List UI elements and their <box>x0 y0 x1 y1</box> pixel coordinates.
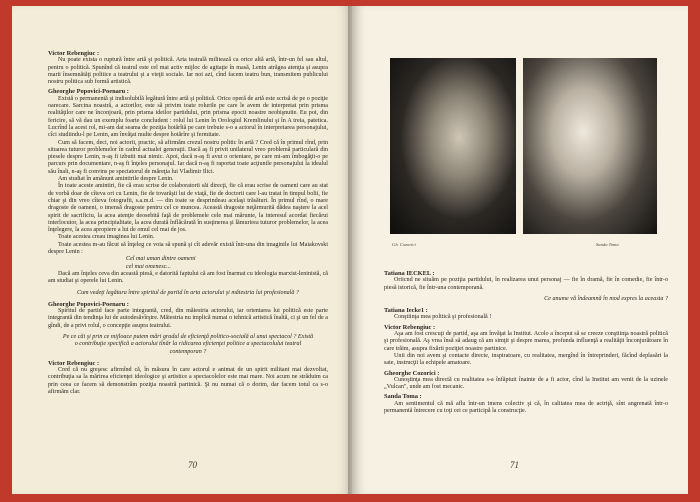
speaker-name: Tatiana Iecke1 : <box>384 307 428 315</box>
portrait-photo-cozorici <box>390 58 516 234</box>
speaker-name: Victor Rebengiuc : <box>48 50 100 57</box>
verse-line: cel mai omenesc... <box>126 263 171 270</box>
paragraph: Dacă am înţeles ceva din această piesă, e datorită faptului că am fost înarmat cu ideologia marxist-leninistă, că am studiat şi operele lui Lenin. <box>48 270 328 285</box>
right-page <box>352 6 688 494</box>
photo-caption-right: Sanda Toma <box>596 242 619 247</box>
interview-question: Cum vedeţi legătura între spiritul de partid în arta actorului şi măiestria lui profesională ? <box>77 289 299 296</box>
speaker-name: Victor Rebengiuc : <box>384 323 436 331</box>
paragraph: Spiritul de partid face parte integrantă, cred, din măiestria actorului, iar orientarea lui politică este parte integrantă din tendinţa lui de autodesăvîrşire. Măiestria nu implică numai o tehnică artistică înaltă, ci şi un fel de a gîndi, de a privi rolul, o concepţie asupra teatrului. <box>48 308 328 329</box>
paragraph: Am sentimentul că mă aflu într-un imens colectiv şi că, în calitatea mea de actriţă, sînt angrenată într-o permanentă întrecere cu toţi cei ce participă la construcţie. <box>384 400 668 415</box>
verse-line: Cel mai uman dintre oameni <box>126 256 196 263</box>
paragraph: În toate aceste amintiri, fie că erau scrise de colaboratorii săi direcţi, fie că erau scrise de oameni care au stat de vorbă doar de cîteva ori cu Lenin, fie de tovarăşii lui de viaţă, fie de doctorii care l-au tratat în timpul bolii, fie chiar şi din vreo cîteva fotografii, s.a.m.d. — din toate se desprindeau acelaşi trăsături. În primul rînd, o mare dragoste de oameni, o imensă dragoste pentru cel ce muncea. Această dragoste neţărmurită dădea naştere la acel spirit de sacrificiu, la acea atenţie deosebită faţă de problemele cele mai mărunte, la interesul acordat fiecărui interlocutor, la acea principialitate, la acea durată înflăcărată în susţinerea şi lămurirea tuturor problemelor, la acea înţelegere, la acea apropiere a lui de omul cel mai de jos. <box>48 183 328 234</box>
paragraph: Oriicnd ne situăm pe poziţia partidului, în realizarea unui personaj — fie în dramă, fie în comedie, fie într-o piesă istorică, fie într-una contemporană. <box>384 277 668 291</box>
speaker-name: Tatiana IECKEL : <box>384 270 435 277</box>
paragraph: Toate acestea creau imaginea lui Lenin. <box>58 234 155 241</box>
speaker-name: Gheorghe Cozorici : <box>384 369 440 377</box>
interview-question: Pe ce căi şi prin ce mijloace putem mări gradul de eficienţă politico-socială al unui spectacol ? Există o contribuţie specifică a actorului tînăr la ridicarea eficienţei politice a spectacolului teatral contemporan ? <box>62 333 314 355</box>
right-page-number: 71 <box>510 460 519 470</box>
portrait-photo-toma <box>523 58 657 234</box>
interview-question: Ce anume vă îndeamnă în mod expres la aceasta ? <box>544 295 668 302</box>
paragraph: Cunoştinţa mea directă cu realitatea s-a înfăptuit înainte de a fi actor, cînd la Institut am venit de la uzinele „Vulcan", unde am fost mecanic. <box>384 376 668 391</box>
paragraph: Aşa am fost crescuţi de partid, aşa am învăţat la Institut. Acolo a început să se creeze conştiinţa noastră politică şi profesională. Aş vrea însă să adaug că am simţit şi despre marea, profunda influenţă a realităţii înconjurătoare în care trăim, asupra fixării poziţiei noastre partinice. <box>384 331 668 352</box>
photo-caption-left: Gh. Cozorici <box>392 242 416 247</box>
paragraph: Nu poate exista o ruptură între artă şi politică. Arta teatrală militează ca orice altă artă, într-un fel sau altul, pentru o politică. Spunînd că teatrul este cel mai activ mijloc de agitaţie în masă, Lenin atrăgea atenţia şi asupra marii însemnătăţi politice a teatrului şi a vieţii sociale. Iar noi azi, cînd facem teatru bun, transmitem publicului nostru politica sub formă artistică. <box>48 57 328 86</box>
paragraph: Toate acestea m-au făcut să înţeleg ce voia să spună şi cît adevăr există într-una din imaginile lui Maiakovski despre Lenin : <box>48 241 328 256</box>
paragraph: Există o permanentă şi indisolubilă legătură între artă şi politică. Orice operă de artă este scrisă de pe o poziţie oarecare. Sarcina noastră, a actorilor, este să privim toate rolurile pe care le avem de interpretat prin prisma realităţilor care ne înconjoară, prin prisma ideilor partidului, prin prisma epocii noastre neobişnuite. Eu pot, din fericire, să vă dau un exemplu foarte concludent : rolul lui Lenin în Orologiul Kremlinului şi în A treia, patetica. Lucrînd la acest rol, mi-am dat seama de poziţia hotărîtă pe care trebuie s-o a actorul în interpretarea personajului, cîci studiindu-l pe Lenin, am învăţat multe despre hotărîre şi fermitate. <box>48 95 328 139</box>
speaker-name: Victor Rebengiuc : <box>48 359 100 367</box>
paragraph: Cum să facem, deci, noi actorii, practic, să afirmăm crezul nostru politic în artă ? Cred că în primul rînd, prin situarea tuturor problemelor în cadrul actualei generaţii. Dacă aş fi privit unilateral vreo problemă particulară din piesele despre Lenin, n-aş fi izbutit mai nimic. Apoi, dacă n-aş fi avut o orientare, pe care mi-am îmbogăţit-o pe parcurs prin documentare, n-aş fi înţeles personajul. Iar dacă n-aş fi raportat toate acţiunile personajului la idealul său înalt, n-aş fi convins pe spectatorul de măreţia lui Vladimir Ilici. <box>48 139 328 175</box>
paragraph: Cred că nu greşesc afirmînd că, în măsura în care actorul e animat de un spirit militant mai dezvoltat, contribuţia sa la mărirea eficienţei ideologice şi artistice a spectacolelor este mai mare. Noi acum ne străduim ca prin ceea ce facem să demonstrăm poziţia noastră partinică. Şi nu numai că o dorim, dar facem totul ca s-o afirmăm clar. <box>48 367 328 396</box>
speaker-name: Gheorghe Popovici-Poenaru : <box>48 88 129 96</box>
paragraph: Am studiat în amănunt amintirile despre Lenin. <box>58 176 174 183</box>
left-page-text <box>48 48 328 396</box>
left-page-number: 70 <box>188 460 197 470</box>
speaker-name: Gheorghe Popovici-Poenaru : <box>48 300 129 308</box>
paragraph: Unii din noi avem şi contacte directe, inspiratoare, cu realitatea, mergînd în întreprinderi, făcînd deplasări la sate, instrucţii la echipele amatoare. <box>384 352 668 367</box>
speaker-name: Sanda Toma : <box>384 393 422 401</box>
paragraph: Conştiinţa mea politică şi profesională ! <box>394 314 492 321</box>
left-page <box>12 6 352 494</box>
right-page-text <box>384 268 668 415</box>
